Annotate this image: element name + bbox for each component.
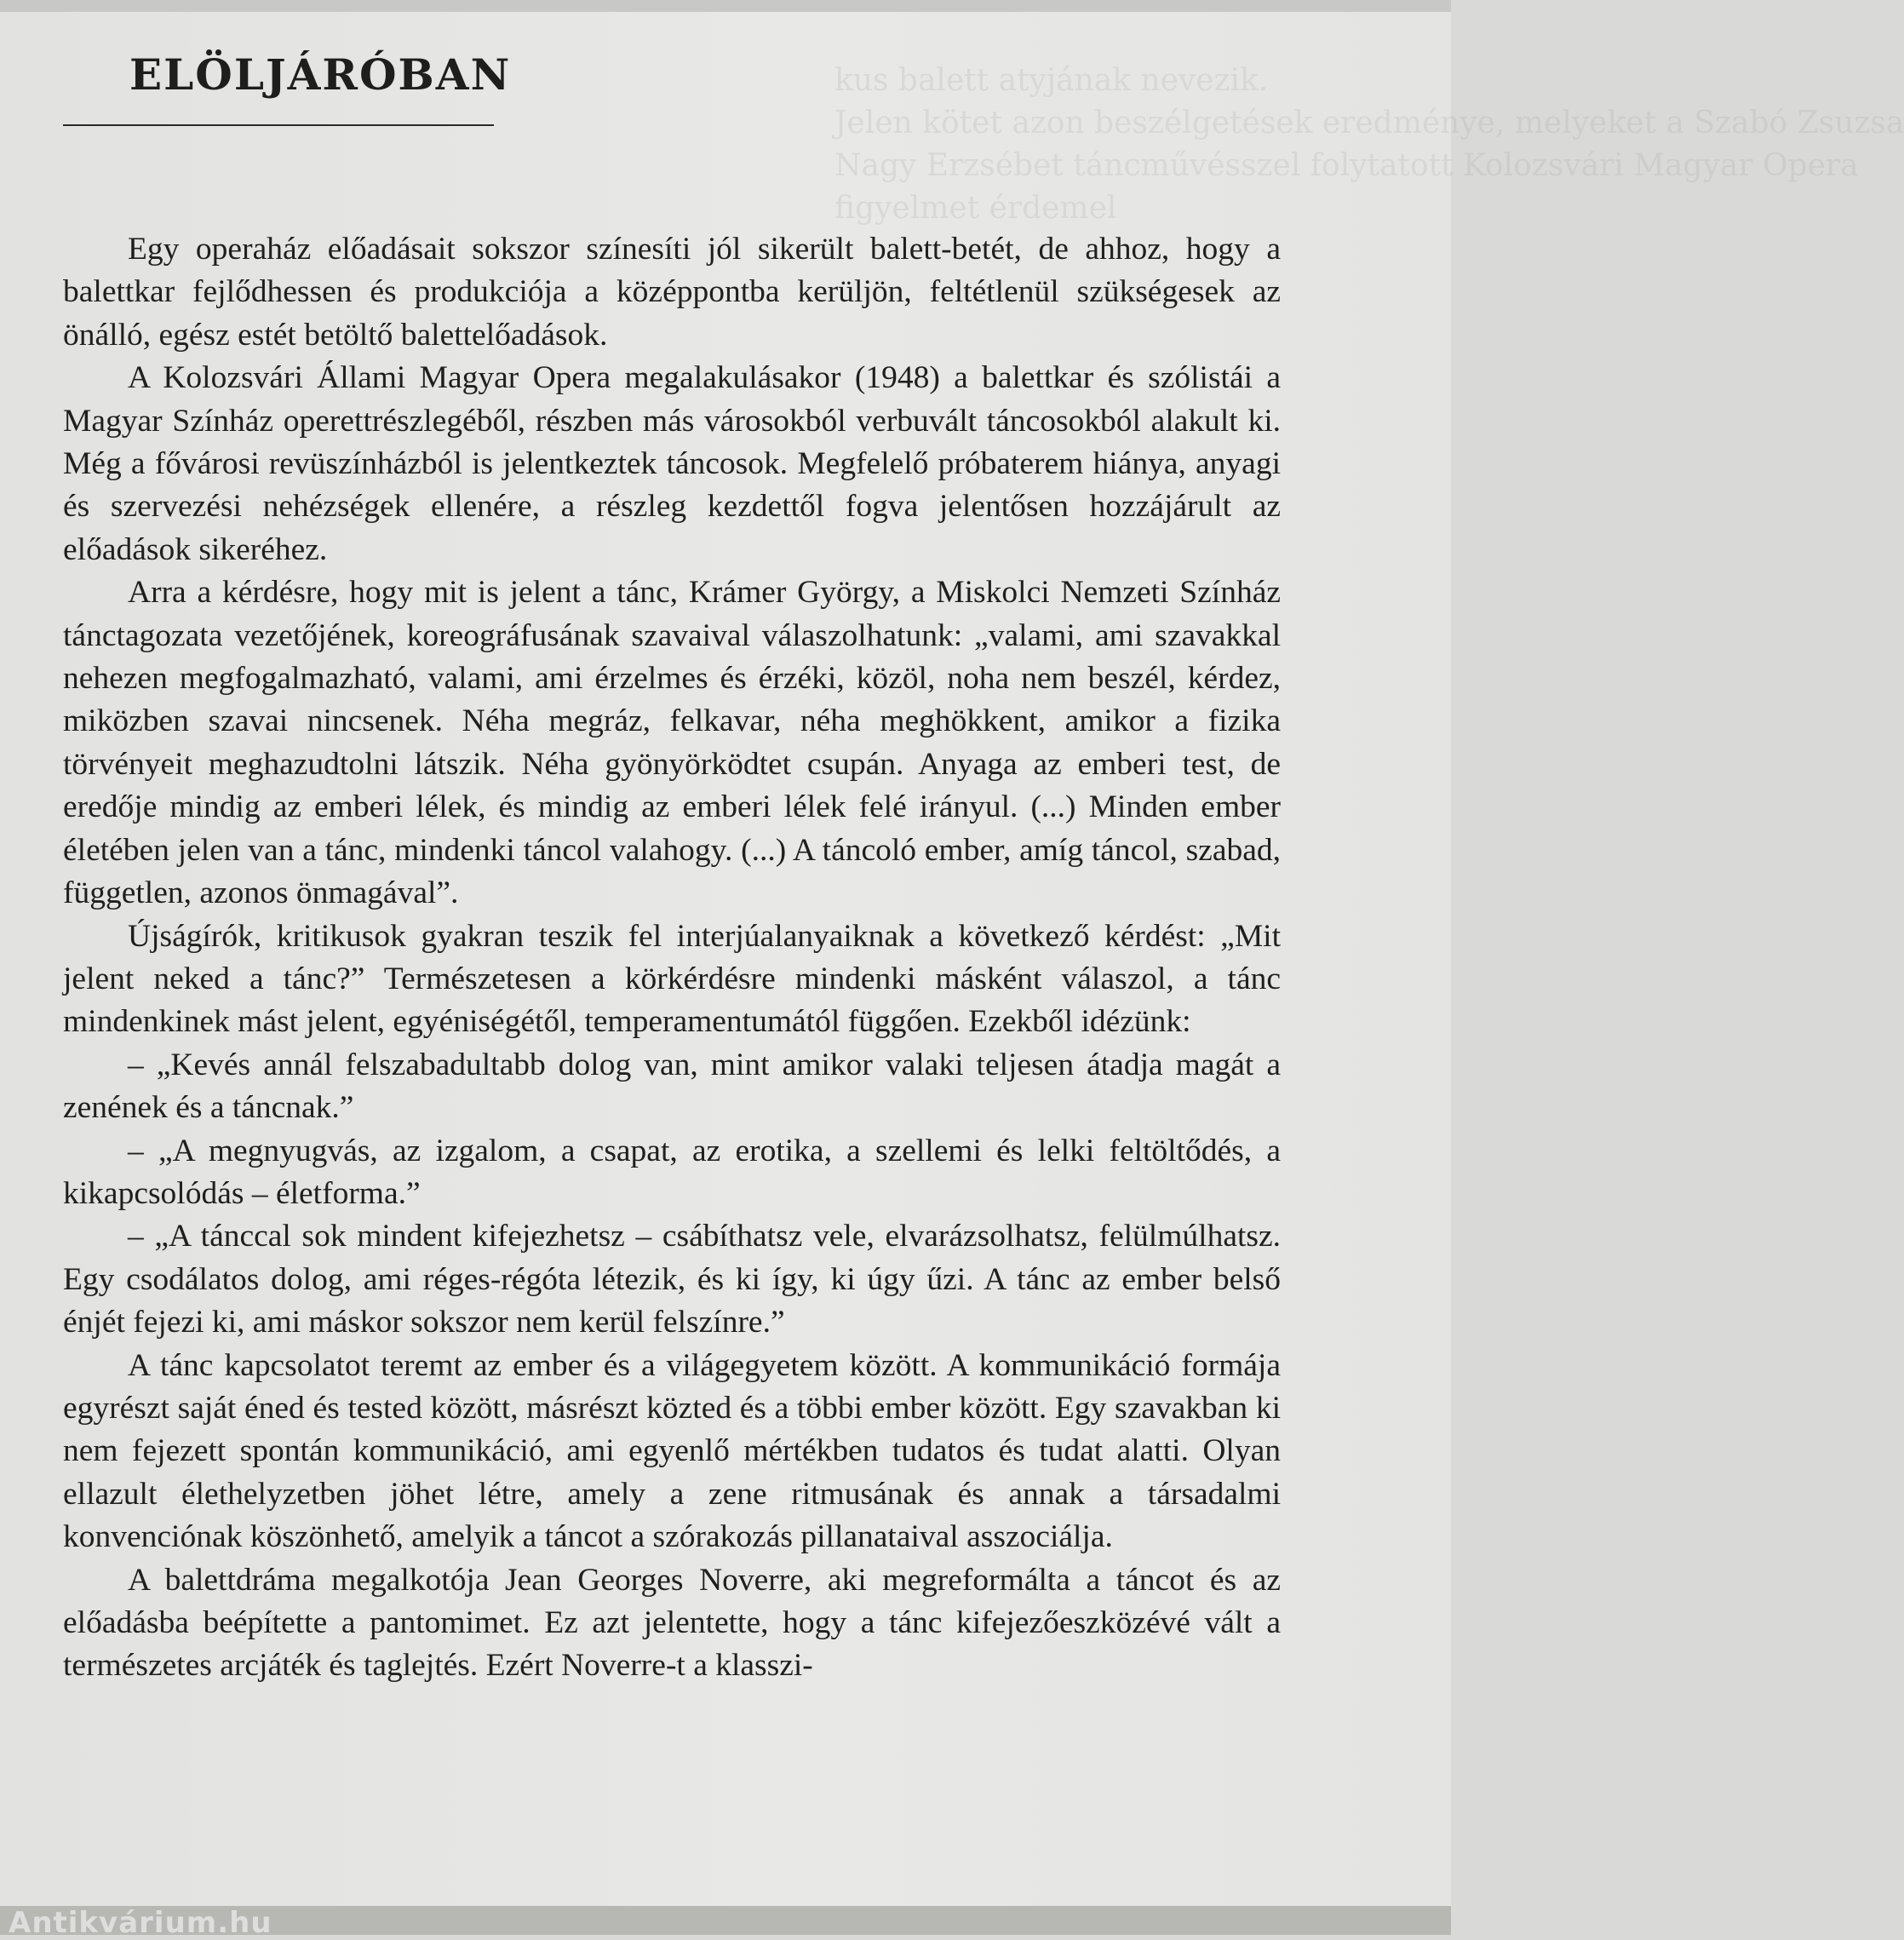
show-through-line: kus balett atyjának nevezik. xyxy=(834,63,1269,98)
title-underline xyxy=(63,124,494,126)
show-through-text xyxy=(834,60,1904,230)
paragraph: A Kolozsvári Állami Magyar Opera megalakulásakor (1948) a balettkar és szólistái a Magyar Színház operettrészlegéből, részben más városokból verbuvált táncosokból alakult ki. Még a fővárosi revüszínházból is jelentkeztek táncosok. Megfelelő próbaterem hiánya, anyagi és szervezési nehézségek ellenére, a részleg kezdettől fogva jelentősen hozzájárult az előadások sikeréhez. xyxy=(63,360,1281,567)
paragraph: A tánc kapcsolatot teremt az ember és a világegyetem között. A kommunikáció formája egyrészt saját éned és tested között, másrészt közted és a többi ember között. Egy szavakban ki nem fejezett spontán kommunikáció, ami egyenlő mértékben tudatos és tudat alatti. Olyan ellazult élethelyzetben jöhet létre, amely a zene ritmusának és annak a társadalmi konvenciónak köszönhető, amelyik a táncot a szórakozás pillanataival asszociálja. xyxy=(63,1347,1281,1555)
chapter-title: ELÖLJÁRÓBAN xyxy=(129,49,512,100)
paragraph: A balettdráma megalkotója Jean Georges Noverre, aki megreformálta a táncot és az előadásba beépítette a pantomimet. Ez azt jelentette, hogy a tánc kifejezőeszközévé vált a természetes arcjáték és taglejtés. Ezért Noverre-t a klasszi- xyxy=(63,1562,1281,1684)
watermark-logo: Antikvárium.hu xyxy=(9,1906,272,1940)
paragraph: Egy operaház előadásait sokszor színesíti jól sikerült balett-betét, de ahhoz, hogy a balettkar fejlődhessen és produkciója a középpontba kerüljön, feltétlenül szükségesek az önálló, egész estét betöltő balettelőadások. xyxy=(63,232,1281,353)
show-through-line: Nagy Erzsébet táncművésszel folytatott Kolozsvári Magyar Opera xyxy=(834,148,1859,183)
previous-page-edge xyxy=(0,0,1451,12)
show-through-line: Jelen kötet azon beszélgetések eredménye, melyeket a Szabó Zsuzsa xyxy=(834,106,1904,141)
paragraph: Arra a kérdésre, hogy mit is jelent a tánc, Krámer György, a Miskolci Nemzeti Színház tánctagozata vezetőjének, koreográfusának szavaival válaszolhatunk: „valami, ami szavakkal nehezen megfogalmazható, valami, ami érzelmes és érzéki, közöl, noha nem beszél, kérdez, miközben szavai nincsenek. Néha megráz, felkavar, néha meghökkent, amikor a fizika törvényeit meghazudtolni látszik. Néha gyönyörködtet csupán. Anyaga az emberi test, de eredője mindig az emberi lélek, és mindig az emberi lélek felé irányul. (...) Minden ember életében jelen van a tánc, mindenki táncol valahogy. (...) A táncoló ember, amíg táncol, szabad, független, azonos önmagával”. xyxy=(63,575,1281,911)
quote-item: – „Kevés annál felszabadultabb dolog van, mint amikor valaki teljesen átadja magát a zenének és a táncnak.” xyxy=(63,1047,1281,1126)
quote-item: – „A tánccal sok mindent kifejezhetsz – csábíthatsz vele, elvarázsolhatsz, felülmúlhatsz. Egy csodálatos dolog, ami réges-régóta létezik, és ki így, ki úgy űzi. A tánc az ember belső énjét fejezi ki, ami máskor sokszor nem kerül felszínre.” xyxy=(63,1219,1281,1340)
quote-item: – „A megnyugvás, az izgalom, a csapat, az erotika, a szellemi és lelki feltöltődés, a kikapcsolódás – életforma.” xyxy=(63,1133,1281,1211)
body-text xyxy=(63,228,1281,1688)
paragraph: Újságírók, kritikusok gyakran teszik fel interjúalanyaiknak a következő kérdést: „Mit jelent neked a tánc?” Természetesen a körkérdésre mindenki másként válaszol, a tánc mindenkinek mást jelent, egyéniségétől, temperamentumától függően. Ezekből idézünk: xyxy=(63,918,1281,1040)
show-through-line: figyelmet érdemel xyxy=(834,191,1117,226)
